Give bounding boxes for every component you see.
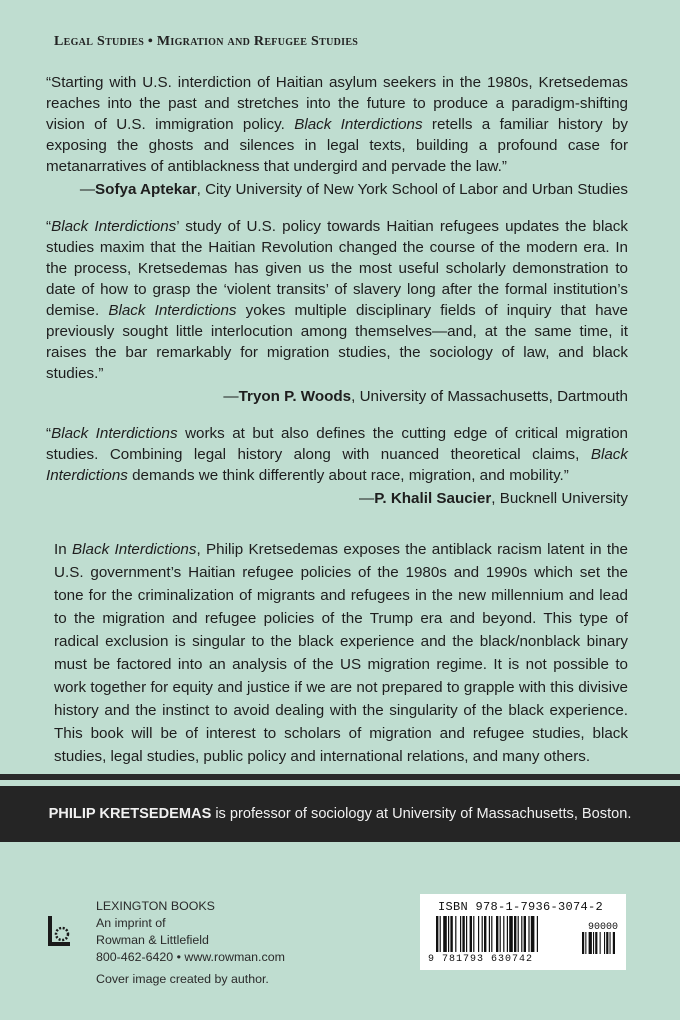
quote-segment: “ xyxy=(46,218,52,235)
publisher-imprint: An imprint of xyxy=(96,916,166,930)
barcode-bar xyxy=(482,916,483,952)
barcode-bar xyxy=(491,916,492,952)
italic-title: Black Interdictions xyxy=(294,116,423,133)
barcode-bar xyxy=(450,916,452,952)
endorsement xyxy=(46,216,628,407)
barcode-addon: 90000 xyxy=(587,922,618,933)
barcode-bar xyxy=(537,916,538,952)
endorsement-affiliation: , Bucknell University xyxy=(491,490,628,507)
isbn-text: ISBN 978-1-7936-3074-2 xyxy=(438,900,604,914)
endorsement-text xyxy=(46,72,628,177)
barcode-bar xyxy=(489,916,490,952)
quote-segment: “Starting with U.S. interdiction of Haitian asylum seekers in the 1980s, Kretsedemas reaches into the past and stretches into the future to produce a paradigm-shifting vision of U.S. immigration policy. xyxy=(46,74,628,133)
italic-title: Black Interdictions xyxy=(51,218,177,235)
description-title: Black Interdictions xyxy=(72,541,197,558)
endorsements xyxy=(46,72,628,525)
barcode-bar xyxy=(524,916,526,952)
barcode-bar xyxy=(528,916,529,952)
endorsement-affiliation: , City University of New York School of Labor and Urban Studies xyxy=(196,181,628,198)
addon-bar xyxy=(604,932,605,954)
addon-bar xyxy=(595,932,597,954)
barcode-bar xyxy=(496,916,498,952)
endorsement-attribution xyxy=(46,179,628,200)
quote-segment: ’ study of U.S. policy towards Haitian refugees updates the black studies maxim that the Haitian Revolution changed the course of the modern era. In the process, Kretsedemas has given us the most useful scholarly demonstration to date of how to grasp the ‘violent transits’ of slavery long after the formal institution’s demise. xyxy=(46,218,628,319)
publisher-contact: 800-462-6420 • www.rowman.com xyxy=(96,950,285,964)
attribution-dash: — xyxy=(79,181,96,198)
publisher-info xyxy=(96,898,285,966)
endorsement-author: Sofya Aptekar xyxy=(95,181,197,198)
barcode-bar xyxy=(466,916,467,952)
barcode-bar xyxy=(503,916,504,952)
endorsement xyxy=(46,72,628,200)
barcode-bar xyxy=(514,916,516,952)
barcode-number: 9 781793 630742 xyxy=(428,954,534,965)
quote-segment: works at but also defines the cutting edge of critical migration studies. Combining legal history along with nuanced theoretical claims, xyxy=(46,425,628,463)
barcode-bar xyxy=(531,916,535,952)
addon-bar xyxy=(606,932,608,954)
endorsement xyxy=(46,423,628,509)
barcode-bar xyxy=(509,916,513,952)
endorsement-attribution xyxy=(46,386,628,407)
addon-bar xyxy=(600,932,601,954)
addon-bar xyxy=(585,932,586,954)
addon-bar xyxy=(593,932,594,954)
barcode-bar xyxy=(473,916,474,952)
endorsement-text xyxy=(46,216,628,384)
barcode-bar xyxy=(484,916,486,952)
description-lead: In xyxy=(54,541,73,558)
isbn-barcode xyxy=(420,894,626,970)
barcode-bar xyxy=(455,916,456,952)
endorsement-author: Tryon P. Woods xyxy=(238,388,352,405)
endorsement-attribution xyxy=(46,488,628,509)
barcode-bar xyxy=(518,916,519,952)
barcode-bar xyxy=(521,916,522,952)
quote-segment: retells a familiar history by exposing the ghosts and silences in legal texts, building a profound case for metanarratives of antiblackness that undergird and pervade the law.” xyxy=(46,116,628,175)
italic-title: Black Interdictions xyxy=(51,425,178,442)
barcode-bar xyxy=(436,916,438,952)
barcode-bar xyxy=(448,916,449,952)
endorsement-text xyxy=(46,423,628,486)
author-bio-name: PHILIP KRETSEDEMAS xyxy=(48,806,212,822)
endorsement-affiliation: , University of Massachusetts, Dartmouth xyxy=(351,388,628,405)
publisher-name: LEXINGTON BOOKS xyxy=(96,899,215,913)
publisher-parent: Rowman & Littlefield xyxy=(96,933,209,947)
endorsement-author: P. Khalil Saucier xyxy=(374,490,492,507)
addon-bar xyxy=(610,932,611,954)
author-bio-text: is professor of sociology at University of Massachusetts, Boston. xyxy=(215,806,632,822)
quote-segment: demands we think differently about race, migration, and mobility.” xyxy=(127,467,569,484)
barcode-bar xyxy=(478,916,479,952)
barcode-bar xyxy=(462,916,464,952)
barcode-bar xyxy=(443,916,447,952)
barcode-bar xyxy=(460,916,461,952)
italic-title: Black Interdictions xyxy=(46,446,628,484)
quote-segment: yokes multiple disciplinary fields of inquiry that have previously sought little interlocution among themselves—and, at the same time, it raises the bar remarkably for migration studies, the sociology of law, and black studies.” xyxy=(46,302,629,382)
barcode-bar xyxy=(500,916,501,952)
book-description xyxy=(54,538,628,768)
barcode-bar xyxy=(440,916,441,952)
description-body: , Philip Kretsedemas exposes the antiblack racism latent in the U.S. government’s Haitian refugee policies of the 1980s and 1990s which set the tone for the criminalization of migrants and refugees in the new millennium and lead to the migration and refugee policies of the Trump era and beyond. This type of radical exclusion is singular to the black experience and the black/nonblack binary must be factored into an analysis of the US migration regime. It is not possible to work together for equity and justice if we are not prepared to grapple with this divisive history and the instinct to avoid dealing with the singularity of the black experience. This book will be of interest to scholars of migration and refugee studies, black studies, legal studies, public policy and international relations, and many others. xyxy=(54,541,628,765)
quote-segment: “ xyxy=(46,425,52,442)
addon-bar xyxy=(589,932,592,954)
barcode-bar xyxy=(507,916,508,952)
addon-bar xyxy=(582,932,584,954)
lexington-logo-icon xyxy=(46,916,74,946)
italic-title: Black Interdictions xyxy=(108,302,237,319)
author-bio-band xyxy=(0,786,680,842)
attribution-dash: — xyxy=(359,490,375,507)
category-line: Legal Studies • Migration and Refugee Studies xyxy=(54,34,359,49)
barcode-bar xyxy=(470,916,472,952)
divider-rule xyxy=(0,774,680,780)
attribution-dash: — xyxy=(223,388,239,405)
addon-bar xyxy=(613,932,615,954)
cover-credit: Cover image created by author. xyxy=(96,972,269,986)
